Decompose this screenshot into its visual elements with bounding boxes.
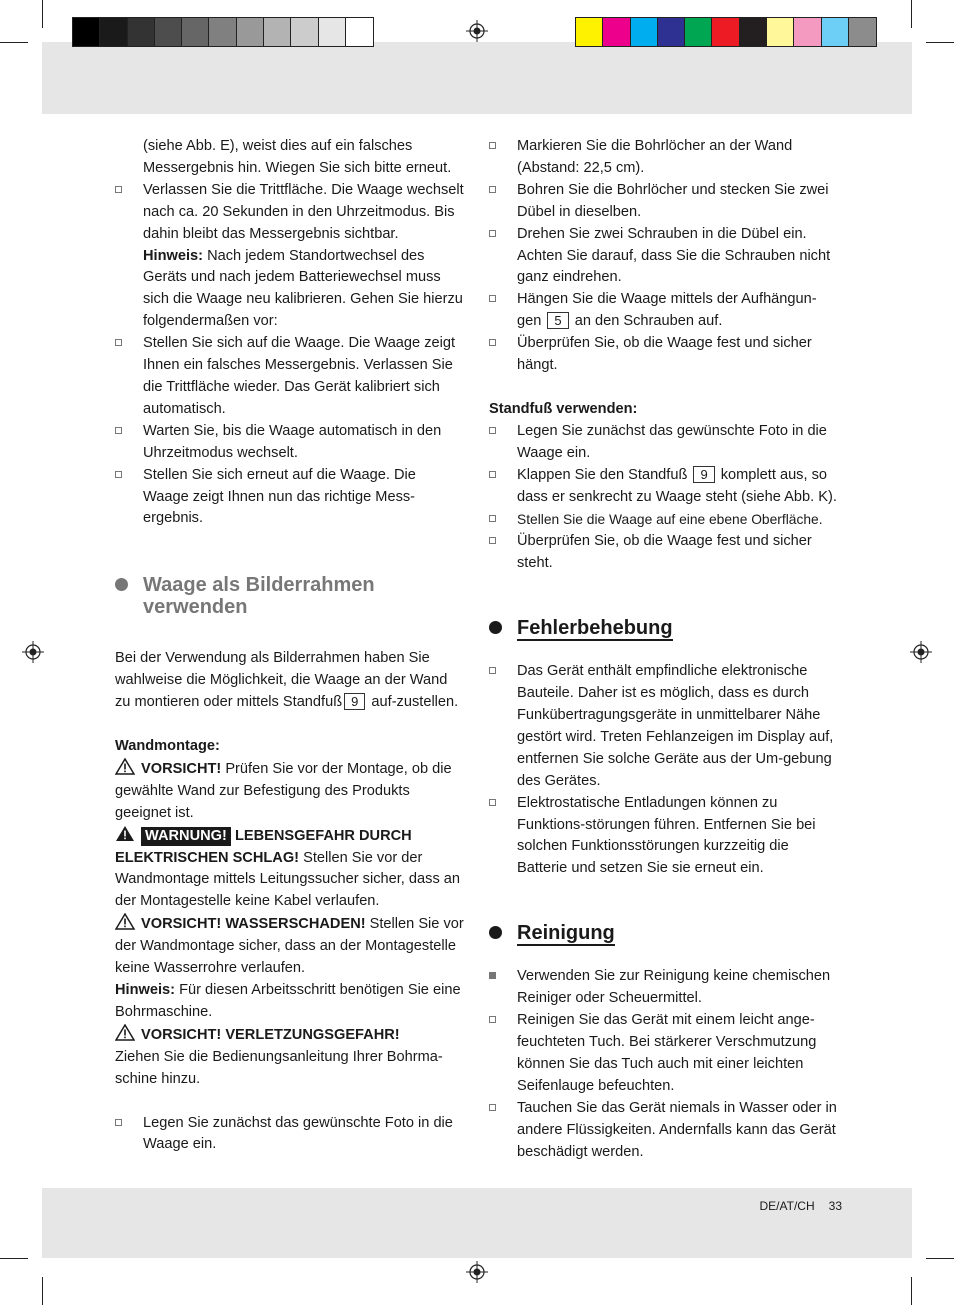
square-bullet-icon <box>489 972 496 979</box>
checkbox-bullet-icon <box>489 295 496 302</box>
subheading-standfuss: Standfuß verwenden: <box>489 400 638 417</box>
checkbox-bullet-icon <box>115 339 122 346</box>
color-swatch <box>822 18 849 46</box>
caution-notice: VORSICHT! WASSERSCHADEN! Stellen Sie vor der Wandmontage sicher, dass an der Montagestelle keine Wasserrohre verlaufen. <box>115 913 465 980</box>
checkbox-bullet-icon <box>489 1016 496 1023</box>
gray-swatch <box>291 18 318 46</box>
section-heading-fehlerbehebung: Fehlerbehebung <box>489 617 839 639</box>
paragraph: Bei der Verwendung als Bilderrahmen haben Sie wahlweise die Möglichkeit, die Waage an der Wand zu montieren oder mittels Standfuß 9 auf-zustellen. <box>115 650 459 711</box>
color-swatch <box>767 18 794 46</box>
color-swatch <box>685 18 712 46</box>
header-band <box>42 42 912 114</box>
registration-mark-icon <box>22 641 44 663</box>
hint-notice: Hinweis: Für diesen Arbeitsschritt benötigen Sie eine Bohrmaschine. <box>115 982 461 1020</box>
color-swatch <box>849 18 876 46</box>
subheading-wandmontage: Wandmontage: <box>115 738 220 755</box>
checkbox-bullet-icon <box>489 230 496 237</box>
caution-notice: VORSICHT! Prüfen Sie vor der Montage, ob die gewählte Wand zur Befestigung des Produkts geeignet ist. <box>115 758 465 825</box>
hint-label: Hinweis: <box>143 247 204 264</box>
checkbox-bullet-icon <box>489 537 496 544</box>
list-item: Hängen Sie die Waage mittels der Aufhängun-gen 5 an den Schrauben auf. <box>489 289 839 333</box>
bullet-dot-icon <box>489 926 502 939</box>
list-item: Verlassen Sie die Trittfläche. Die Waage wechselt nach ca. 20 Sekunden in den Uhrzeitmodus. Bis dahin bleibt das Messergebnis sichtbar. Hinweis: Nach jedem Standortwechsel des Geräts und nach jedem Batteriewechsel muss sich die Waage neu kalibrieren. Gehen Sie hierzu folgendermaßen vor: <box>115 180 465 333</box>
checkbox-bullet-icon <box>489 667 496 674</box>
gray-swatch <box>209 18 236 46</box>
right-column <box>489 136 839 1163</box>
list-item: Drehen Sie zwei Schrauben in die Dübel ein. Achten Sie darauf, dass Sie die Schrauben nicht ganz eindrehen. <box>489 224 839 290</box>
bullet-dot-icon <box>115 578 128 591</box>
list-item: Tauchen Sie das Gerät niemals in Wasser oder in andere Flüssigkeiten. Andernfalls kann das Gerät beschädigt werden. <box>489 1098 839 1164</box>
color-bar <box>575 17 877 47</box>
checkbox-bullet-icon <box>489 186 496 193</box>
registration-mark-icon <box>910 641 932 663</box>
list-item-continuation: (siehe Abb. E), weist dies auf ein falsches Messergebnis hin. Wiegen Sie sich bitte erneut. <box>143 138 452 176</box>
warning-triangle-icon <box>115 1024 135 1041</box>
warning-triangle-icon <box>115 758 135 775</box>
color-swatch <box>603 18 630 46</box>
color-swatch <box>576 18 603 46</box>
checkbox-bullet-icon <box>115 186 122 193</box>
caution-notice: VORSICHT! VERLETZUNGSGEFAHR! Ziehen Sie die Bedienungsanleitung Ihrer Bohrma-schine hinzu. <box>115 1024 465 1091</box>
section-heading-reinigung: Reinigung <box>489 922 839 944</box>
list-item: Überprüfen Sie, ob die Waage fest und sicher steht. <box>489 531 839 575</box>
checkbox-bullet-icon <box>489 471 496 478</box>
grayscale-bar <box>72 17 374 47</box>
checkbox-bullet-icon <box>115 1119 122 1126</box>
color-swatch <box>658 18 685 46</box>
list-item: Stellen Sie sich auf die Waage. Die Waage zeigt Ihnen ein falsches Messergebnis. Verlassen Sie die Trittfläche wieder. Das Gerät kalibriert sich automatisch. <box>115 333 465 421</box>
color-swatch <box>631 18 658 46</box>
list-item: Legen Sie zunächst das gewünschte Foto in die Waage ein. <box>115 1113 465 1157</box>
page-footer <box>760 1199 842 1213</box>
checkbox-bullet-icon <box>489 142 496 149</box>
list-item: Klappen Sie den Standfuß 9 komplett aus, so dass er senkrecht zu Waage steht (siehe Abb. K). <box>489 465 839 509</box>
checkbox-bullet-icon <box>115 471 122 478</box>
warning-triangle-icon <box>115 913 135 930</box>
part-number-box: 9 <box>344 693 365 710</box>
warning-label: WARNUNG! <box>141 827 231 846</box>
list-item: Markieren Sie die Bohrlöcher an der Wand (Abstand: 22,5 cm). <box>489 136 839 180</box>
gray-swatch <box>319 18 346 46</box>
part-number-box: 9 <box>693 466 714 483</box>
checkbox-bullet-icon <box>489 799 496 806</box>
checkbox-bullet-icon <box>489 515 496 522</box>
list-item: Elektrostatische Entladungen können zu Funktions-störungen führen. Entfernen Sie bei solchen Funktionsstörungen kurzzeitig die Batterie und setzen Sie sie erneut ein. <box>489 793 839 881</box>
part-number-box: 5 <box>547 312 568 329</box>
gray-swatch <box>264 18 291 46</box>
list-item: Das Gerät enthält empfindliche elektronische Bauteile. Daher ist es möglich, dass es durch Funkübertragungsgeräte in unmittelbarer Nähe gestört wird. Treten Fehlanzeigen im Display auf, entfernen Sie solche Geräte aus der Um-gebung des Gerätes. <box>489 661 839 792</box>
list-item: Stellen Sie sich erneut auf die Waage. Die Waage zeigt Ihnen nun das richtige Mess-ergebnis. <box>115 465 465 531</box>
gray-swatch <box>346 18 373 46</box>
color-swatch <box>712 18 739 46</box>
page-number: 33 <box>828 1199 842 1213</box>
registration-mark-icon <box>466 1261 488 1283</box>
list-item: Stellen Sie die Waage auf eine ebene Oberfläche. <box>489 509 839 532</box>
gray-swatch <box>182 18 209 46</box>
list-item: Warten Sie, bis die Waage automatisch in den Uhrzeitmodus wechselt. <box>115 421 465 465</box>
registration-mark-icon <box>466 20 488 42</box>
gray-swatch <box>155 18 182 46</box>
gray-swatch <box>128 18 155 46</box>
list-item: Bohren Sie die Bohrlöcher und stecken Sie zwei Dübel in dieselben. <box>489 180 839 224</box>
list-item: Verwenden Sie zur Reinigung keine chemischen Reiniger oder Scheuermittel. <box>489 966 839 1010</box>
list-item: Legen Sie zunächst das gewünschte Foto in die Waage ein. <box>489 421 839 465</box>
list-item: Reinigen Sie das Gerät mit einem leicht ange-feuchteten Tuch. Bei stärkerer Verschmutzung können Sie das Tuch auch mit einer leichten Seifenlauge befeuchten. <box>489 1010 839 1098</box>
color-swatch <box>740 18 767 46</box>
region-label: DE/AT/CH <box>759 1199 815 1213</box>
gray-swatch <box>237 18 264 46</box>
checkbox-bullet-icon <box>489 339 496 346</box>
gray-swatch <box>100 18 127 46</box>
checkbox-bullet-icon <box>489 1104 496 1111</box>
checkbox-bullet-icon <box>115 427 122 434</box>
bullet-dot-icon <box>489 621 502 634</box>
left-column <box>115 136 465 1156</box>
checkbox-bullet-icon <box>489 427 496 434</box>
color-swatch <box>794 18 821 46</box>
warning-triangle-filled-icon <box>115 825 135 842</box>
section-heading-bilderrahmen: Waage als Bilderrahmen verwenden <box>115 574 465 618</box>
gray-swatch <box>73 18 100 46</box>
list-item: Überprüfen Sie, ob die Waage fest und sicher hängt. <box>489 333 839 377</box>
warning-notice: WARNUNG! LEBENSGEFAHR DURCH ELEKTRISCHEN SCHLAG! Stellen Sie vor der Wandmontage mittels Leitungssucher sicher, dass an der Montagestelle keine Kabel verlaufen. <box>115 825 465 914</box>
